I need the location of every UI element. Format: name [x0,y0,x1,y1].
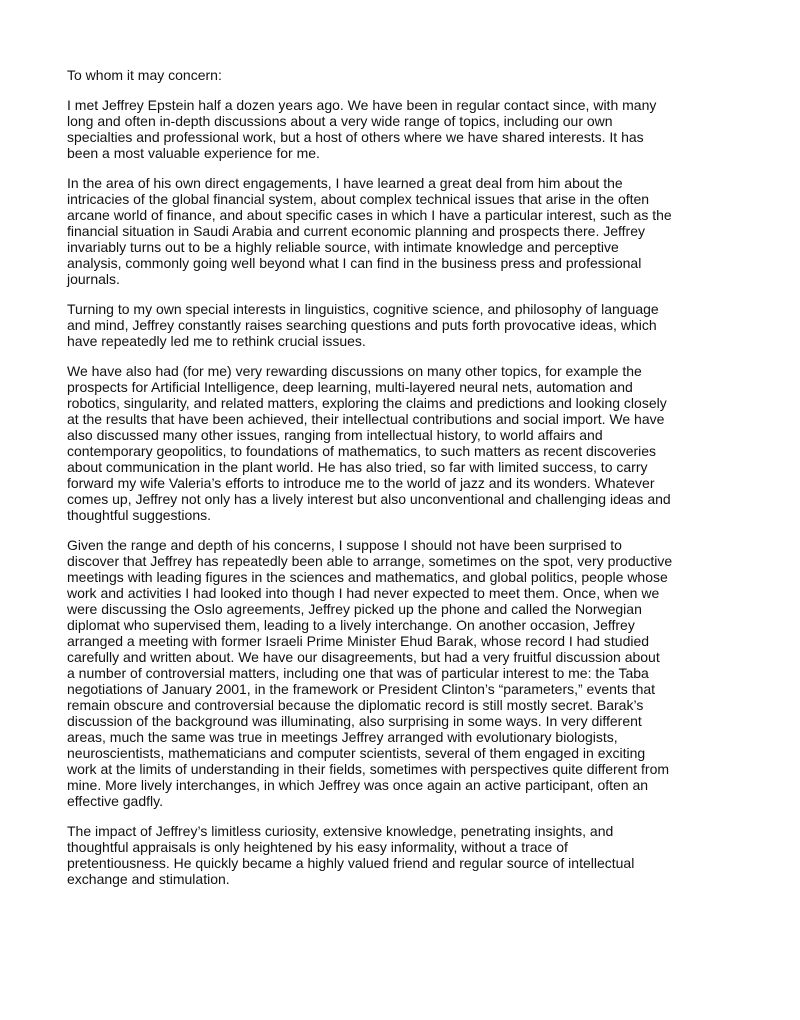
text-line: We have also had (for me) very rewarding discussions on many other topics, for example the [67,363,642,379]
salutation [67,67,672,83]
paragraph [67,537,672,809]
text-line: diplomat who supervised them, leading to a lively interchange. On another occasion, Jeffrey [67,617,635,633]
text-line: Turning to my own special interests in linguistics, cognitive science, and philosophy of language [67,301,659,317]
text-line: a number of controversial matters, including one that was of particular interest to me: the Taba [67,665,649,681]
text-line: discover that Jeffrey has repeatedly been able to arrange, sometimes on the spot, very productive [67,553,673,569]
text-line: meetings with leading figures in the sciences and mathematics, and global politics, people whose [67,569,668,585]
text-line: carefully and written about. We have our disagreements, but had a very fruitful discussion about [67,649,660,665]
text-line: robotics, singularity, and related matters, exploring the claims and predictions and looking closely [67,395,667,411]
text-line: negotiations of January 2001, in the framework or President Clinton’s “parameters,” events that [67,681,656,697]
text-line: comes up, Jeffrey not only has a lively interest but also unconventional and challenging ideas and [67,491,671,507]
text-line: and mind, Jeffrey constantly raises searching questions and puts forth provocative ideas, which [67,317,657,333]
text-line: To whom it may concern: [67,67,222,83]
text-line: thoughtful suggestions. [67,507,211,523]
text-line: invariably turns out to be a highly reliable source, with intimate knowledge and perceptive [67,239,619,255]
text-line: been a most valuable experience for me. [67,145,320,161]
text-line: exchange and stimulation. [67,871,230,887]
text-line: pretentiousness. He quickly became a highly valued friend and regular source of intellectual [67,855,635,871]
text-line: neuroscientists, mathematicians and computer scientists, several of them engaged in exciting [67,745,646,761]
text-line: about communication in the plant world. He has also tried, so far with limited success, to carry [67,459,648,475]
text-line: areas, much the same was true in meetings Jeffrey arranged with evolutionary biologists, [67,729,618,745]
text-line: effective gadfly. [67,793,163,809]
text-line: work at the limits of understanding in their fields, sometimes with perspectives quite different from [67,761,670,777]
text-line: long and often in-depth discussions about a very wide range of topics, including our own [67,113,613,129]
text-line: mine. More lively interchanges, in which Jeffrey was once again an active participant, often an [67,777,649,793]
text-line: The impact of Jeffrey’s limitless curiosity, extensive knowledge, penetrating insights, and [67,823,614,839]
text-line: prospects for Artificial Intelligence, deep learning, multi-layered neural nets, automation and [67,379,633,395]
paragraph [67,823,672,887]
paragraph [67,175,672,287]
paragraph [67,97,672,161]
text-line: In the area of his own direct engagements, I have learned a great deal from him about the [67,175,623,191]
text-line: were discussing the Oslo agreements, Jeffrey picked up the phone and called the Norwegian [67,601,642,617]
text-line: I met Jeffrey Epstein half a dozen years ago. We have been in regular contact since, with many [67,97,657,113]
text-line: arranged a meeting with former Israeli Prime Minister Ehud Barak, whose record I had studied [67,633,650,649]
text-line: at the results that have been achieved, their intellectual contributions and social import. We have [67,411,665,427]
text-line: forward my wife Valeria’s efforts to introduce me to the world of jazz and its wonders. Whatever [67,475,655,491]
text-line: arcane world of finance, and about specific cases in which I have a particular interest, such as the [67,207,672,223]
text-line: specialties and professional work, but a host of others where we have shared interests. It has [67,129,644,145]
paragraph [67,363,672,523]
text-line: Given the range and depth of his concerns, I suppose I should not have been surprised to [67,537,622,553]
text-line: discussion of the background was illuminating, also surprising in some ways. In very different [67,713,642,729]
text-line: journals. [67,271,120,287]
text-line: have repeatedly led me to rethink crucial issues. [67,333,366,349]
text-line: analysis, commonly going well beyond what I can find in the business press and professional [67,255,642,271]
text-line: also discussed many other issues, ranging from intellectual history, to world affairs and [67,427,603,443]
text-line: contemporary geopolitics, to foundations of mathematics, to such matters as recent discoveries [67,443,657,459]
text-line: remain obscure and controversial because the diplomatic record is still mostly secret. Barak’s [67,697,644,713]
text-line: work and activities I had looked into though I had never expected to meet them. Once, when we [67,585,660,601]
text-line: financial situation in Saudi Arabia and current economic planning and prospects there. Jeffrey [67,223,645,239]
text-line: thoughtful appraisals is only heightened by his easy informality, without a trace of [67,839,568,855]
paragraph [67,301,672,349]
letter-body [67,67,672,901]
text-line: intricacies of the global financial system, about complex technical issues that arise in the often [67,191,650,207]
